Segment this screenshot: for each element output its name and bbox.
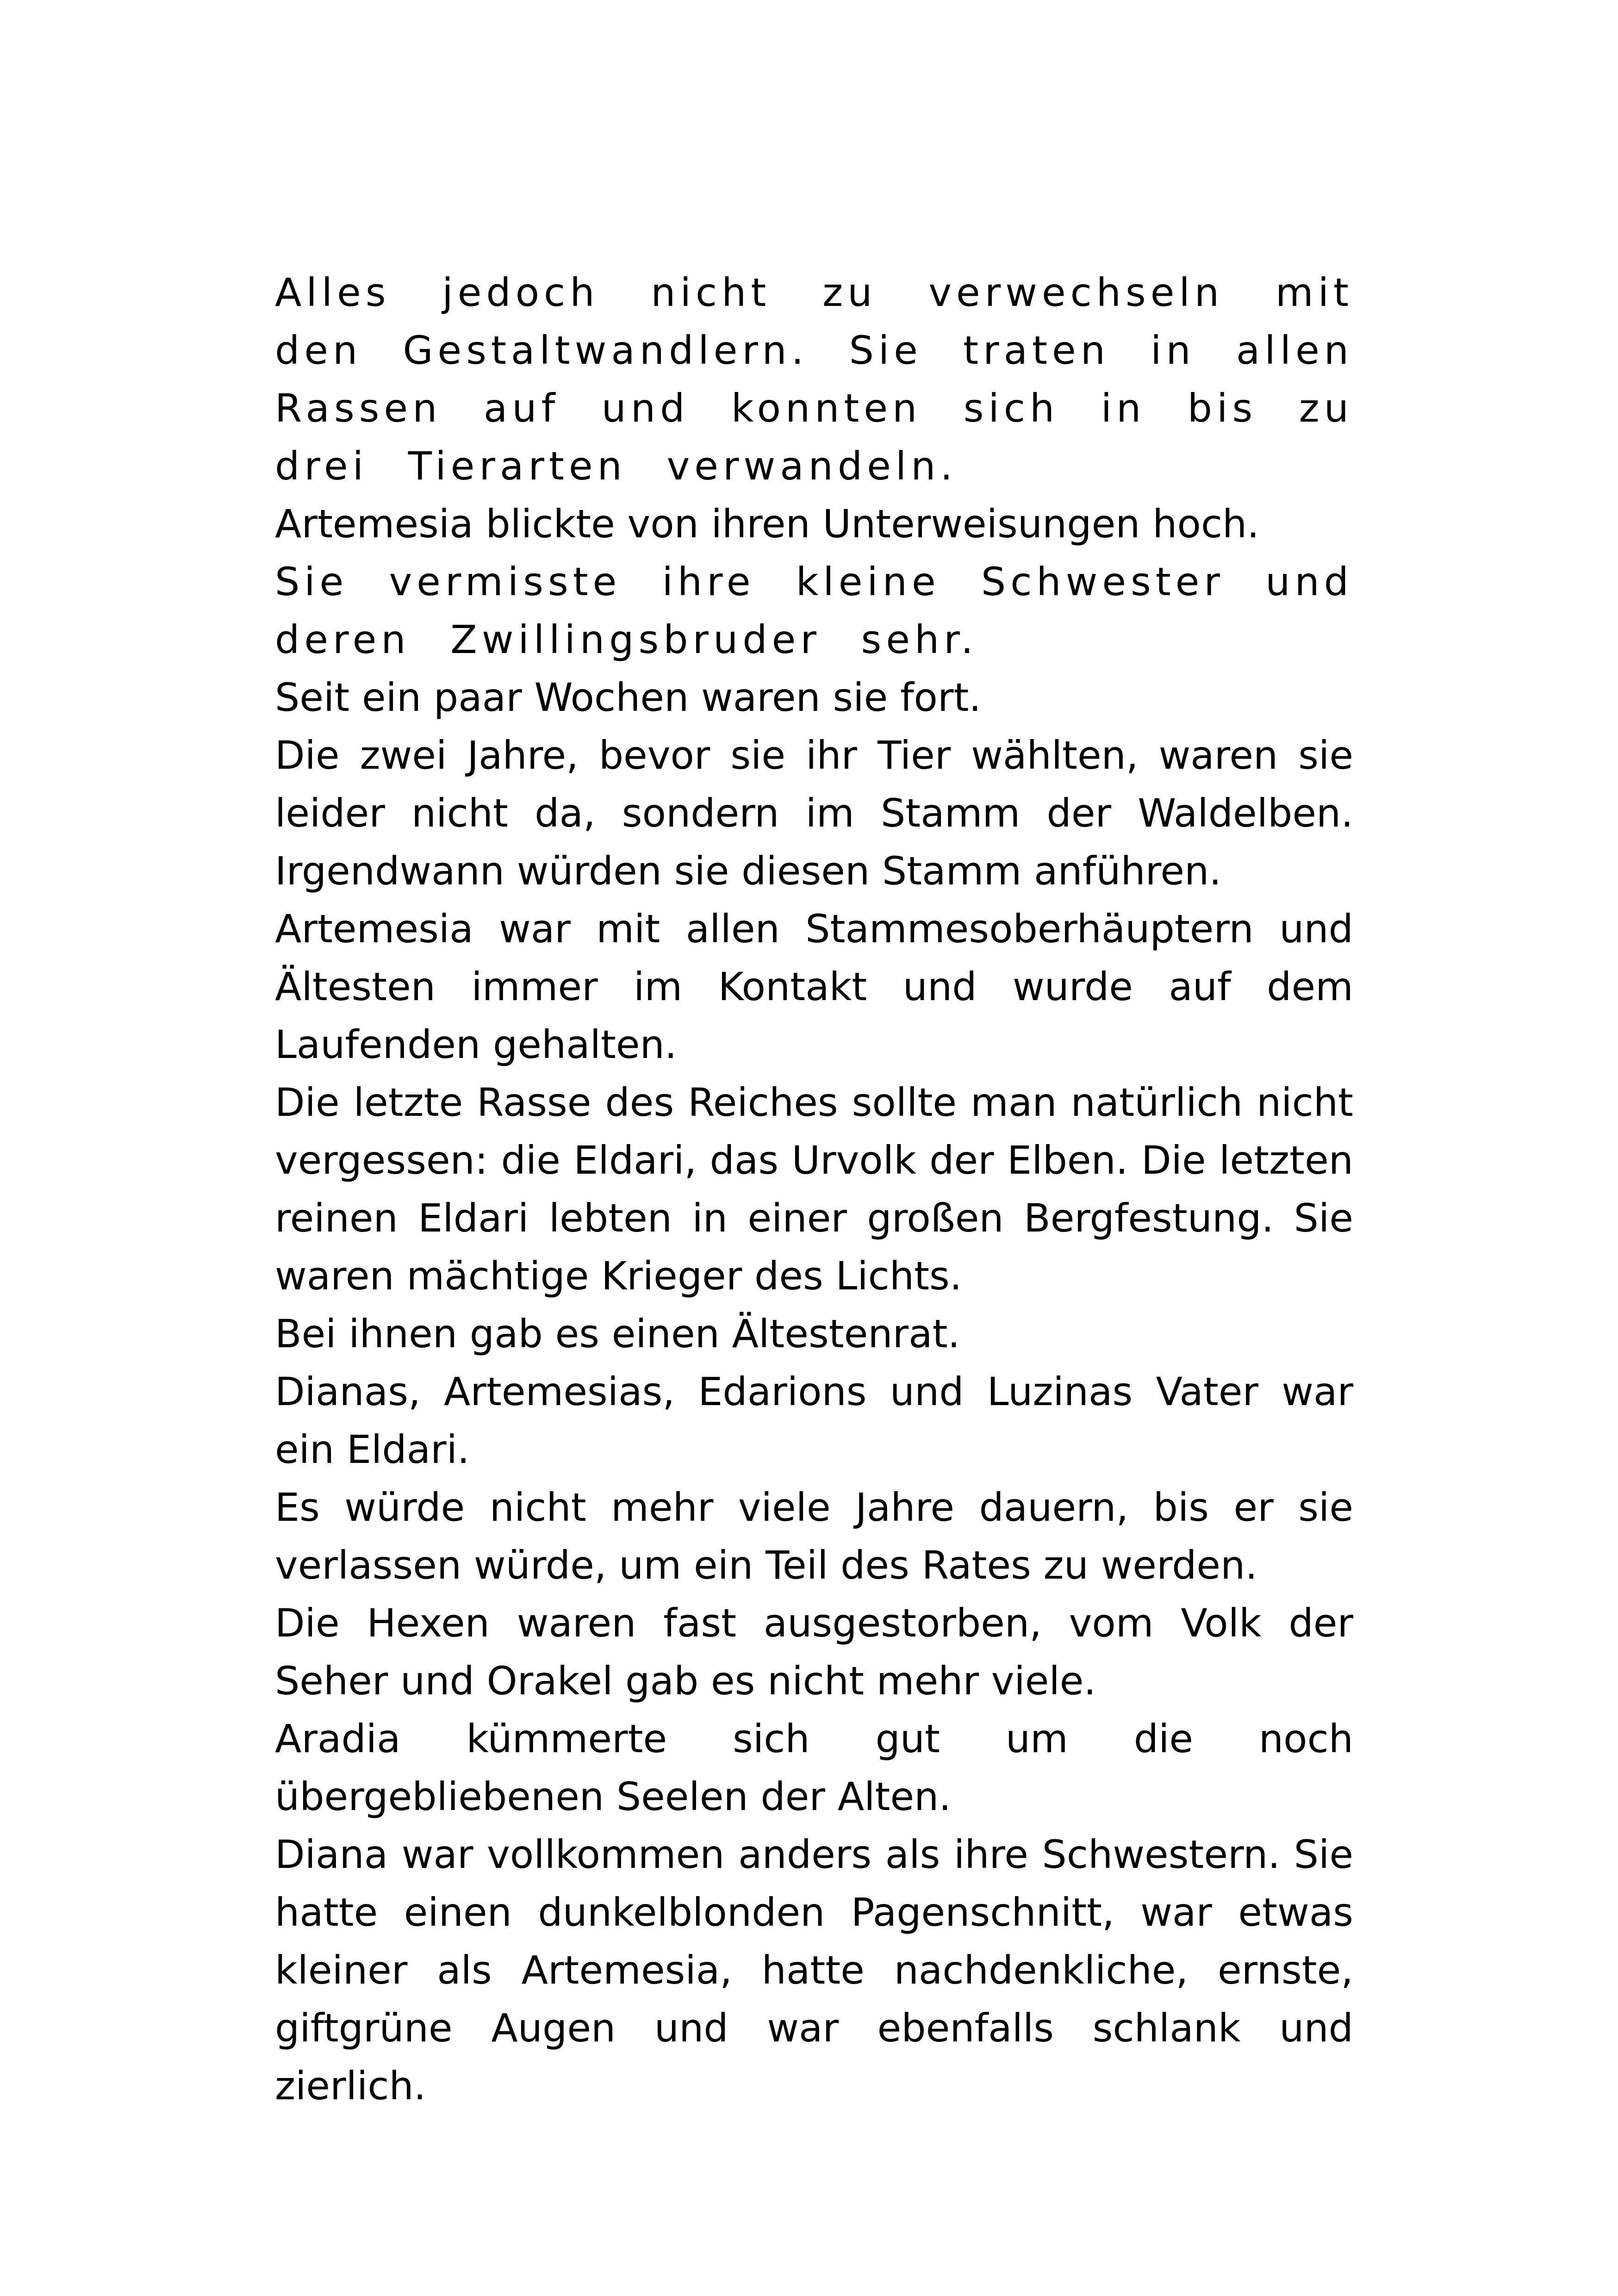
- paragraph: Diana war vollkommen anders als ihre Schwestern. Sie hatte einen dunkelblonden Pagenschnitt, war etwas kleiner als Artemesia, hatte nachdenkliche, ernste, giftgrüne Augen und war ebenfalls schlank und zierlich.: [275, 1832, 1353, 2109]
- paragraph: Dianas, Artemesias, Edarions und Luzinas Vater war ein Eldari.: [275, 1369, 1353, 1472]
- paragraph: Bei ihnen gab es einen Ältestenrat.: [275, 1311, 960, 1356]
- paragraph: Sie vermisste ihre kleine Schwester und deren Zwillingsbruder sehr.: [275, 559, 1353, 662]
- body-text: [275, 264, 1353, 2115]
- paragraph: Es würde nicht mehr viele Jahre dauern, bis er sie verlassen würde, um ein Teil des Rates zu werden.: [275, 1485, 1353, 1588]
- paragraph: Die letzte Rasse des Reiches sollte man natürlich nicht vergessen: die Eldari, das Urvolk der Elben. Die letzten reinen Eldari lebten in einer großen Bergfestung. Sie waren mächtige Krieger des Lichts.: [275, 1080, 1353, 1299]
- paragraph: Alles jedoch nicht zu verwechseln mit den Gestaltwandlern. Sie traten in allen Rassen auf und konnten sich in bis zu drei Tierarten verwandeln.: [275, 270, 1353, 489]
- paragraph: Seit ein paar Wochen waren sie fort.: [275, 675, 982, 720]
- paragraph: Aradia kümmerte sich gut um die noch übergebliebenen Seelen der Alten.: [275, 1716, 1353, 1819]
- paragraph: Artemesia war mit allen Stammesoberhäuptern und Ältesten immer im Kontakt und wurde auf dem Laufenden gehalten.: [275, 906, 1353, 1067]
- paragraph: Artemesia blickte von ihren Unterweisungen hoch.: [275, 501, 1259, 547]
- paragraph: Die zwei Jahre, bevor sie ihr Tier wählten, waren sie leider nicht da, sondern im Stamm der Waldelben. Irgendwann würden sie diesen Stamm anführen.: [275, 733, 1353, 894]
- paragraph: Die Hexen waren fast ausgestorben, vom Volk der Seher und Orakel gab es nicht mehr viele.: [275, 1600, 1353, 1704]
